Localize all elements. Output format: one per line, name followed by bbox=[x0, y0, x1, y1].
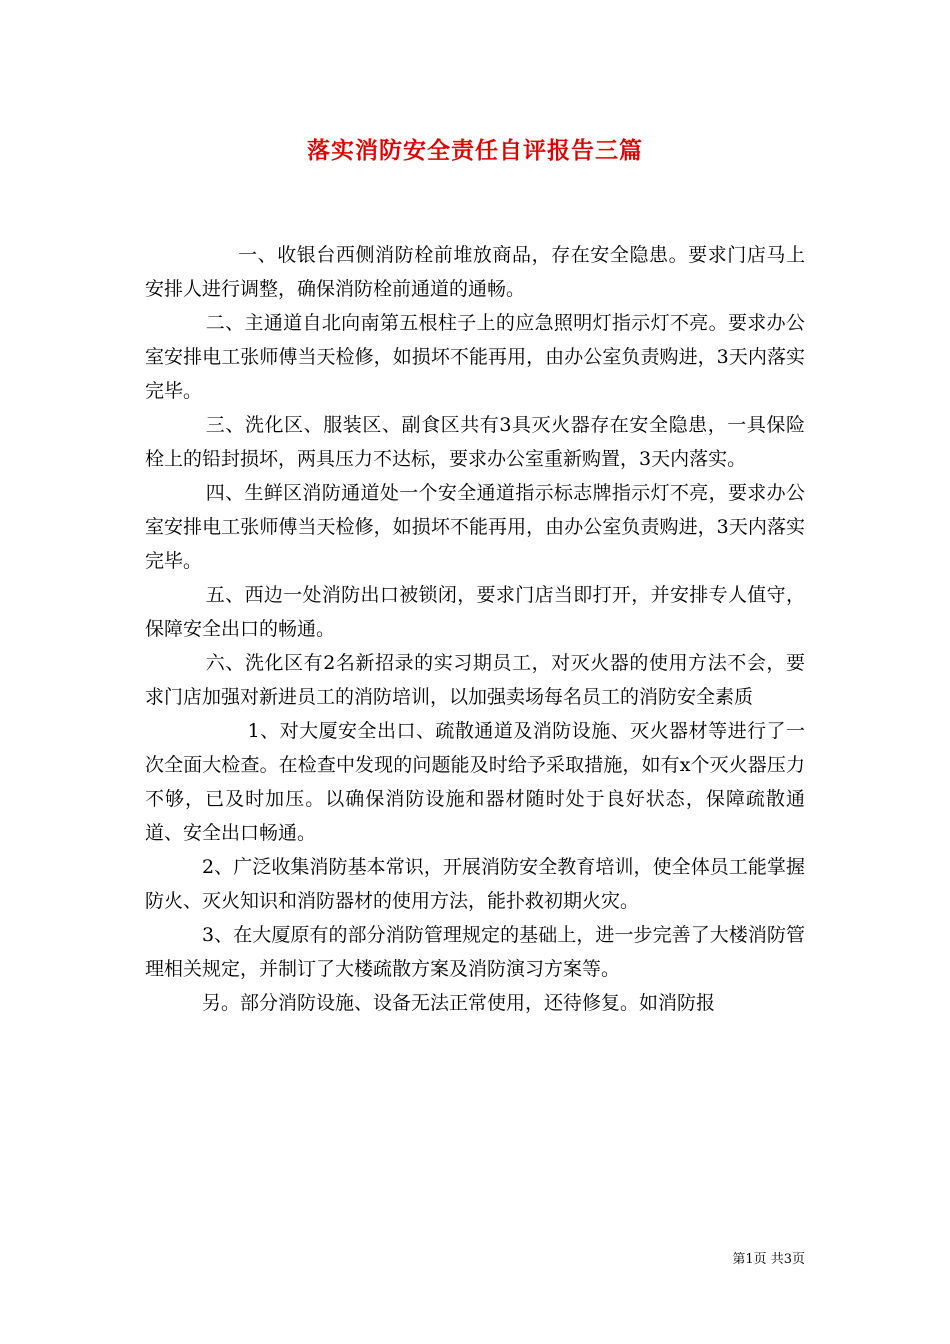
paragraph-4: 四、生鲜区消防通道处一个安全通道指示标志牌指示灯不亮，要求办公室安排电工张师傅当天检修，如损坏不能再用，由办公室负责购进，3天内落实完毕。 bbox=[145, 482, 805, 572]
paragraph-7: 1、对大厦安全出口、疏散通道及消防设施、灭火器材等进行了一次全面大检查。在检查中发现的问题能及时给予采取措施，如有x个灭火器压力不够，已及时加压。以确保消防设施和器材随时处于良好状态，保障疏散通道、安全出口畅通。 bbox=[145, 720, 805, 844]
paragraph-9: 3、在大厦原有的部分消防管理规定的基础上，进一步完善了大楼消防管理相关规定，并制订了大楼疏散方案及消防演习方案等。 bbox=[145, 924, 805, 980]
paragraph-6: 六、洗化区有2名新招录的实习期员工，对灭火器的使用方法不会，要求门店加强对新进员工的消防培训，以加强卖场每名员工的消防安全素质 bbox=[145, 652, 805, 708]
paragraph-1: 一、收银台西侧消防栓前堆放商品，存在安全隐患。要求门店马上安排人进行调整，确保消防栓前通道的通畅。 bbox=[145, 244, 805, 300]
document-title: 落实消防安全责任自评报告三篇 bbox=[307, 137, 643, 164]
paragraph-5: 五、西边一处消防出口被锁闭，要求门店当即打开，并安排专人值守，保障安全出口的畅通。 bbox=[145, 584, 805, 640]
page-number: 第1页 共3页 bbox=[732, 1252, 805, 1267]
paragraph-10: 另。部分消防设施、设备无法正常使用，还待修复。如消防报 bbox=[202, 992, 716, 1014]
document-body bbox=[145, 238, 805, 1020]
paragraph-2: 二、主通道自北向南第五根柱子上的应急照明灯指示灯不亮。要求办公室安排电工张师傅当天检修，如损坏不能再用，由办公室负责购进，3天内落实完毕。 bbox=[145, 312, 805, 402]
paragraph-3: 三、洗化区、服装区、副食区共有3具灭火器存在安全隐患，一具保险栓上的铅封损坏，两具压力不达标，要求办公室重新购置，3天内落实。 bbox=[145, 414, 805, 470]
paragraph-8: 2、广泛收集消防基本常识，开展消防安全教育培训，使全体员工能掌握防火、灭火知识和消防器材的使用方法，能扑救初期火灾。 bbox=[145, 856, 805, 912]
